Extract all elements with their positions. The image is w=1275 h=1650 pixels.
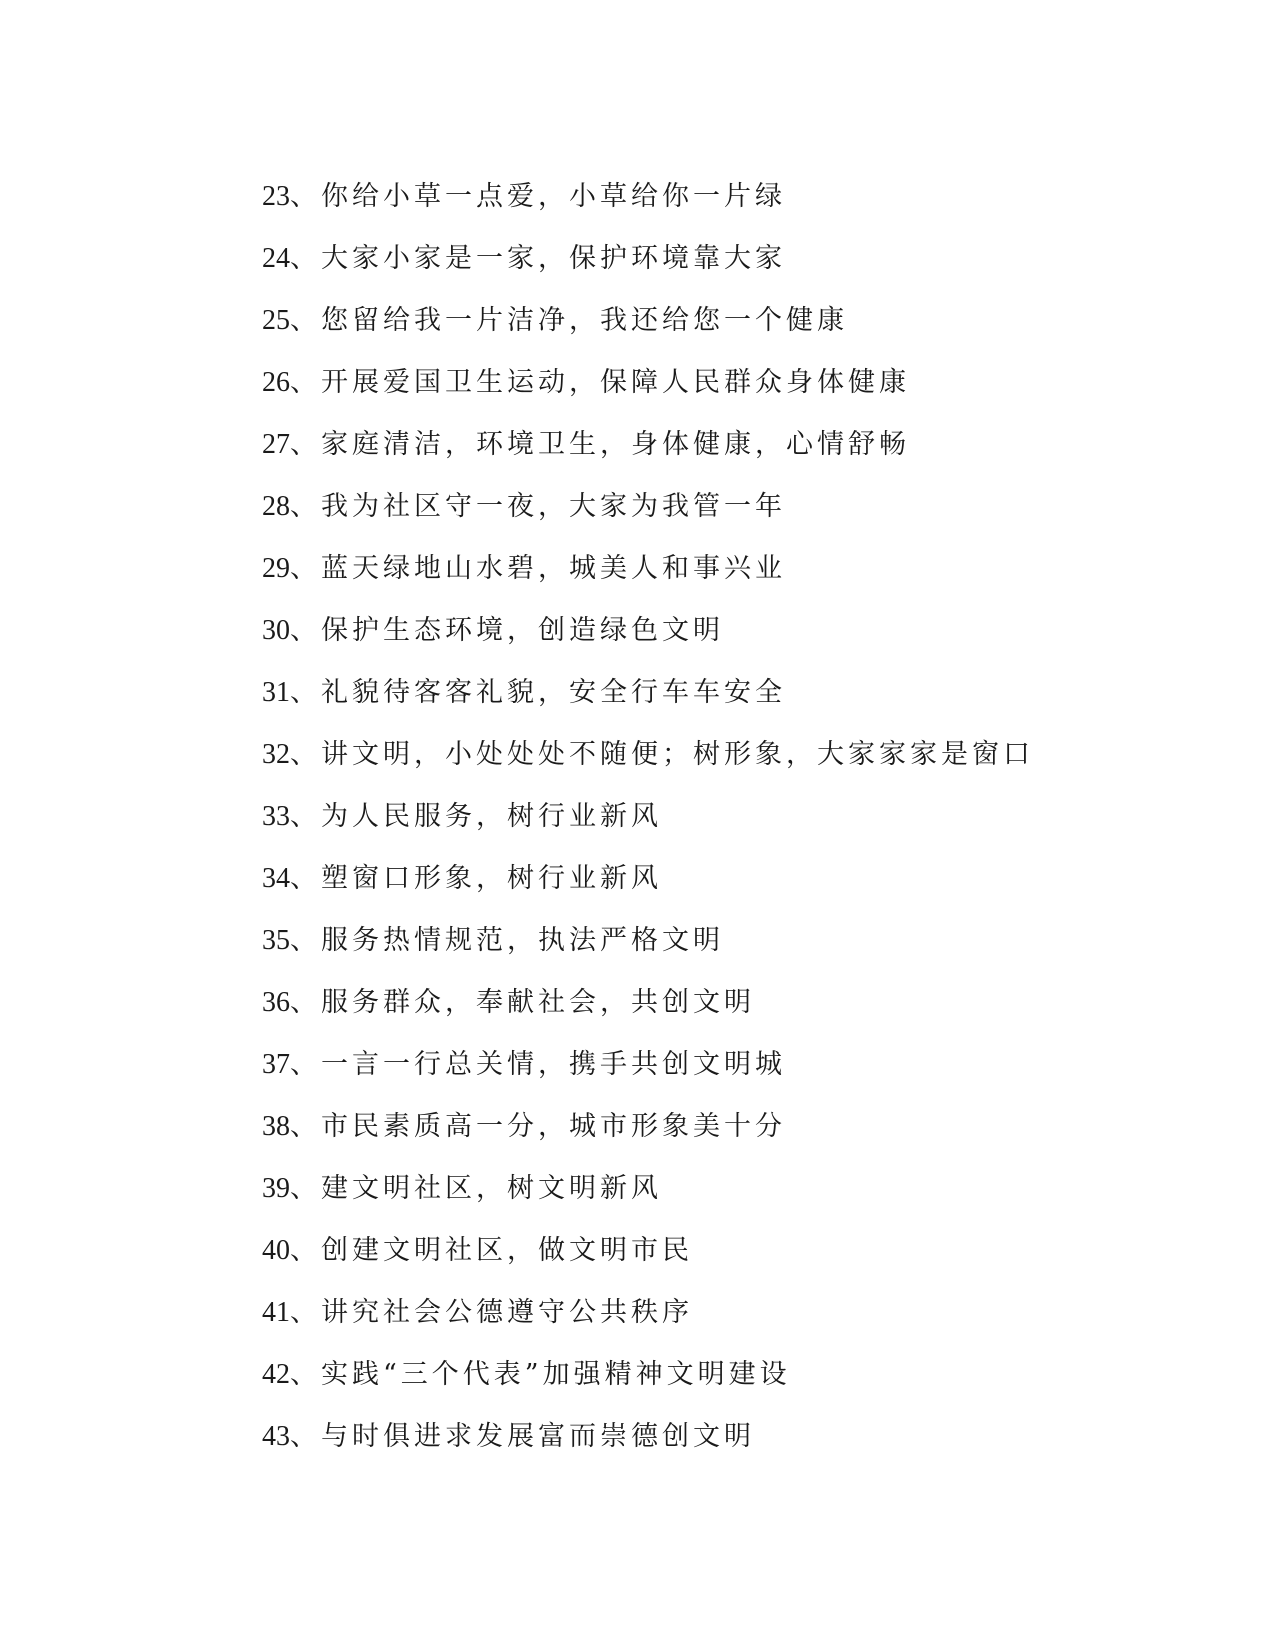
item-number: 32	[262, 739, 290, 770]
item-text: 服务群众，奉献社会，共创文明	[321, 987, 755, 1018]
list-item	[262, 352, 1162, 414]
item-text: 开展爱国卫生运动，保障人民群众身体健康	[321, 367, 910, 398]
item-separator: 、	[290, 1111, 321, 1142]
item-number: 31	[262, 677, 290, 708]
list-item	[262, 662, 1162, 724]
item-separator: 、	[290, 1359, 321, 1390]
item-separator: 、	[290, 429, 321, 460]
list-item	[262, 910, 1162, 972]
item-number: 34	[262, 863, 290, 894]
item-text: 你给小草一点爱，小草给你一片绿	[321, 181, 786, 212]
item-number: 33	[262, 801, 290, 832]
item-number: 39	[262, 1173, 290, 1204]
item-separator: 、	[290, 801, 321, 832]
item-text: 与时俱进求发展富而崇德创文明	[321, 1421, 755, 1452]
item-text: 建文明社区，树文明新风	[321, 1173, 662, 1204]
list-item	[262, 1406, 1162, 1468]
item-number: 24	[262, 243, 290, 274]
item-text: 实践“三个代表”加强精神文明建设	[321, 1359, 791, 1390]
item-number: 25	[262, 305, 290, 336]
item-separator: 、	[290, 243, 321, 274]
list-item	[262, 414, 1162, 476]
item-text: 创建文明社区，做文明市民	[321, 1235, 693, 1266]
list-item	[262, 1220, 1162, 1282]
item-text: 您留给我一片洁净，我还给您一个健康	[321, 305, 848, 336]
item-separator: 、	[290, 305, 321, 336]
item-number: 40	[262, 1235, 290, 1266]
item-separator: 、	[290, 491, 321, 522]
item-separator: 、	[290, 367, 321, 398]
list-item	[262, 290, 1162, 352]
list-item	[262, 724, 1162, 786]
item-separator: 、	[290, 677, 321, 708]
list-item	[262, 1282, 1162, 1344]
list-item	[262, 166, 1162, 228]
list-item	[262, 228, 1162, 290]
list-item	[262, 1096, 1162, 1158]
list-item	[262, 1158, 1162, 1220]
item-text: 服务热情规范，执法严格文明	[321, 925, 724, 956]
item-separator: 、	[290, 1235, 321, 1266]
item-number: 36	[262, 987, 290, 1018]
slogan-list	[262, 166, 1162, 1468]
item-separator: 、	[290, 1049, 321, 1080]
item-number: 27	[262, 429, 290, 460]
list-item	[262, 476, 1162, 538]
item-number: 23	[262, 181, 290, 212]
item-separator: 、	[290, 987, 321, 1018]
item-separator: 、	[290, 739, 321, 770]
item-separator: 、	[290, 615, 321, 646]
list-item	[262, 600, 1162, 662]
item-text: 我为社区守一夜，大家为我管一年	[321, 491, 786, 522]
item-number: 30	[262, 615, 290, 646]
item-number: 35	[262, 925, 290, 956]
list-item	[262, 786, 1162, 848]
item-text: 市民素质高一分，城市形象美十分	[321, 1111, 786, 1142]
item-text: 家庭清洁，环境卫生，身体健康，心情舒畅	[321, 429, 910, 460]
item-text: 大家小家是一家，保护环境靠大家	[321, 243, 786, 274]
item-number: 29	[262, 553, 290, 584]
item-separator: 、	[290, 553, 321, 584]
item-separator: 、	[290, 925, 321, 956]
list-item	[262, 848, 1162, 910]
list-item	[262, 538, 1162, 600]
list-item	[262, 1034, 1162, 1096]
item-number: 43	[262, 1421, 290, 1452]
item-text: 讲究社会公德遵守公共秩序	[321, 1297, 693, 1328]
item-number: 28	[262, 491, 290, 522]
item-number: 26	[262, 367, 290, 398]
item-text: 蓝天绿地山水碧，城美人和事兴业	[321, 553, 786, 584]
item-separator: 、	[290, 1173, 321, 1204]
item-number: 42	[262, 1359, 290, 1390]
item-number: 41	[262, 1297, 290, 1328]
list-item	[262, 972, 1162, 1034]
item-text: 一言一行总关情，携手共创文明城	[321, 1049, 786, 1080]
item-text: 为人民服务，树行业新风	[321, 801, 662, 832]
item-number: 38	[262, 1111, 290, 1142]
list-item	[262, 1344, 1162, 1406]
item-text: 塑窗口形象，树行业新风	[321, 863, 662, 894]
item-separator: 、	[290, 181, 321, 212]
item-separator: 、	[290, 863, 321, 894]
item-text: 礼貌待客客礼貌，安全行车车安全	[321, 677, 786, 708]
item-separator: 、	[290, 1297, 321, 1328]
item-number: 37	[262, 1049, 290, 1080]
item-separator: 、	[290, 1421, 321, 1452]
item-text: 保护生态环境，创造绿色文明	[321, 615, 724, 646]
item-text: 讲文明，小处处处不随便；树形象，大家家家是窗口	[321, 739, 1034, 770]
